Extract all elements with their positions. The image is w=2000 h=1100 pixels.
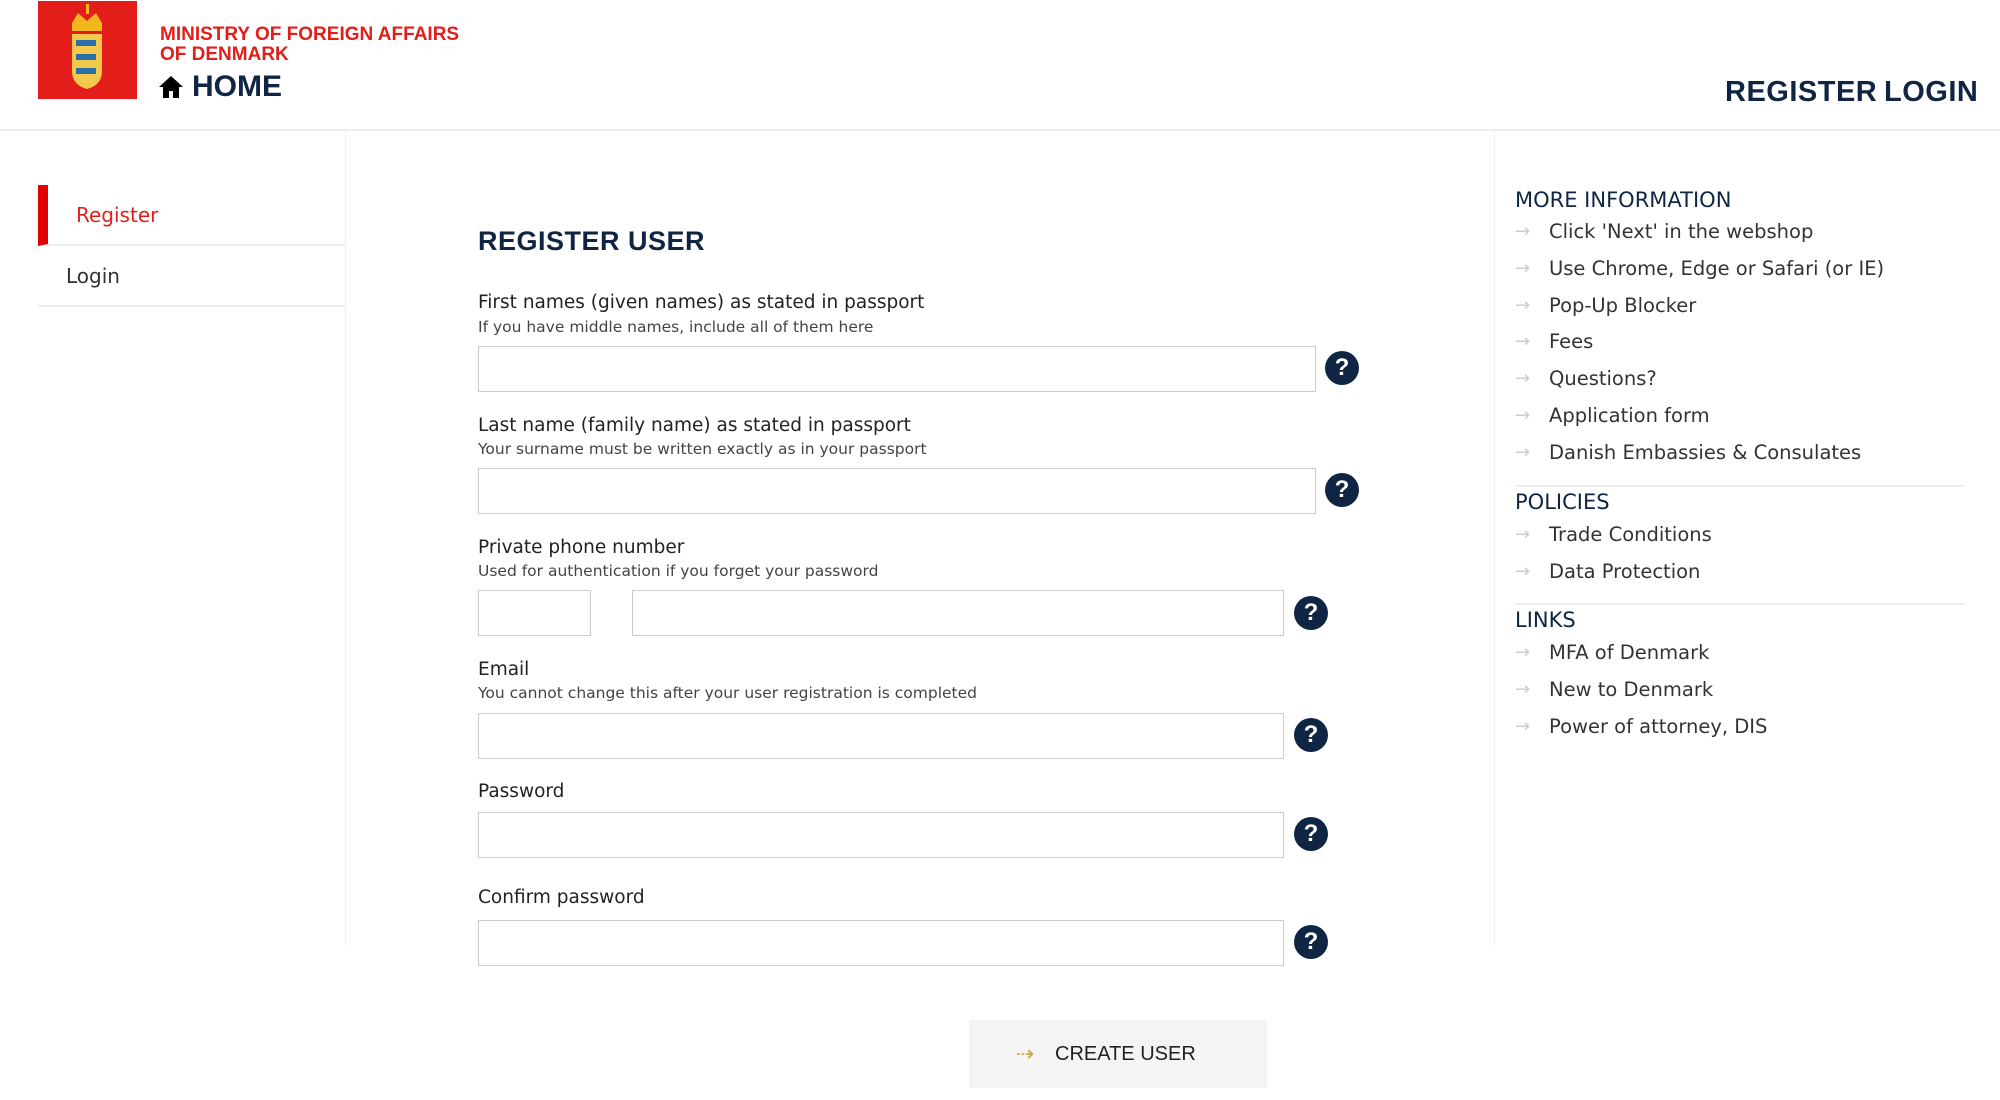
arrow-right-icon: →: [1515, 678, 1531, 700]
info-link-label: Click 'Next' in the webshop: [1549, 220, 1814, 243]
confirm-password-label: Confirm password: [478, 887, 645, 908]
info-link-label: Data Protection: [1549, 559, 1701, 583]
info-link-label: MFA of Denmark: [1549, 641, 1710, 664]
email-label: Email: [478, 659, 530, 680]
sidebar-item-login[interactable]: Login: [38, 246, 345, 307]
create-user-button[interactable]: [969, 1020, 1267, 1088]
last-name-input[interactable]: [478, 468, 1316, 514]
info-link[interactable]: [1515, 523, 1712, 546]
info-link[interactable]: [1515, 560, 1700, 583]
password-input[interactable]: [478, 812, 1284, 858]
info-link[interactable]: [1515, 257, 1884, 280]
policies-heading: POLICIES: [1515, 490, 1610, 514]
home-icon: [158, 75, 184, 99]
org-name-line1: MINISTRY OF FOREIGN AFFAIRS: [160, 24, 460, 45]
help-icon[interactable]: ?: [1325, 473, 1359, 507]
arrow-right-icon: →: [1515, 331, 1531, 353]
info-link[interactable]: [1515, 715, 1767, 738]
help-icon[interactable]: ?: [1294, 596, 1328, 630]
info-link-label: Power of attorney, DIS: [1549, 714, 1768, 738]
info-link[interactable]: [1515, 367, 1657, 390]
info-link-label: Trade Conditions: [1549, 523, 1712, 546]
create-user-label: CREATE USER: [1055, 1042, 1196, 1065]
info-link-label: Danish Embassies & Consulates: [1549, 440, 1862, 464]
arrow-right-icon: ⇢: [1015, 1041, 1035, 1066]
info-link-label: Pop-Up Blocker: [1549, 293, 1697, 317]
phone-number-input[interactable]: [632, 590, 1284, 636]
section-divider: [1515, 485, 1965, 487]
sidebar-item-register[interactable]: Register: [38, 185, 345, 246]
links-heading: LINKS: [1515, 608, 1576, 632]
left-divider: [345, 131, 346, 945]
info-link[interactable]: [1515, 678, 1713, 701]
info-link[interactable]: [1515, 404, 1710, 427]
more-info-heading: MORE INFORMATION: [1515, 188, 1732, 212]
last-name-hint: Your surname must be written exactly as in your passport: [478, 440, 927, 458]
email-hint: You cannot change this after your user registration is completed: [478, 684, 977, 702]
first-names-label: First names (given names) as stated in passport: [478, 292, 925, 313]
home-label: HOME: [192, 70, 282, 103]
first-names-input[interactable]: [478, 346, 1316, 392]
phone-hint: Used for authentication if you forget your password: [478, 562, 879, 580]
arrow-right-icon: →: [1515, 294, 1531, 316]
last-name-label: Last name (family name) as stated in passport: [478, 415, 911, 436]
info-link[interactable]: [1515, 641, 1709, 664]
arrow-right-icon: →: [1515, 257, 1531, 279]
info-link[interactable]: [1515, 330, 1593, 353]
info-link-label: Application form: [1549, 404, 1710, 427]
info-link[interactable]: [1515, 220, 1813, 243]
phone-country-code-input[interactable]: [478, 590, 591, 636]
org-name-line2: OF DENMARK: [160, 44, 289, 65]
email-input[interactable]: [478, 713, 1284, 759]
info-link-label: Fees: [1549, 330, 1594, 354]
info-link-label: Questions?: [1549, 367, 1657, 391]
first-names-hint: If you have middle names, include all of them here: [478, 318, 874, 336]
arrow-right-icon: →: [1515, 441, 1531, 463]
password-label: Password: [478, 781, 565, 802]
help-icon[interactable]: ?: [1294, 817, 1328, 851]
info-link[interactable]: [1515, 294, 1696, 317]
arrow-right-icon: →: [1515, 368, 1531, 390]
coat-of-arms-icon: [38, 1, 137, 99]
help-icon[interactable]: ?: [1294, 925, 1328, 959]
page-title: REGISTER USER: [478, 226, 706, 256]
arrow-right-icon: →: [1515, 221, 1531, 242]
arrow-right-icon: →: [1515, 642, 1531, 663]
nav-login[interactable]: LOGIN: [1884, 76, 1979, 108]
phone-label: Private phone number: [478, 537, 685, 558]
help-icon[interactable]: ?: [1325, 351, 1359, 385]
arrow-right-icon: →: [1515, 560, 1531, 582]
arrow-right-icon: →: [1515, 715, 1531, 737]
nav-register[interactable]: REGISTER: [1725, 76, 1878, 108]
info-link-label: New to Denmark: [1549, 677, 1714, 701]
right-divider: [1494, 131, 1495, 945]
arrow-right-icon: →: [1515, 524, 1531, 545]
info-link-label: Use Chrome, Edge or Safari (or IE): [1549, 256, 1885, 280]
arrow-right-icon: →: [1515, 405, 1531, 426]
confirm-password-input[interactable]: [478, 920, 1284, 966]
section-divider: [1515, 603, 1965, 605]
header-divider: [0, 129, 2000, 131]
help-icon[interactable]: ?: [1294, 718, 1328, 752]
ministry-logo[interactable]: [38, 1, 137, 99]
info-link[interactable]: [1515, 441, 1861, 464]
home-link[interactable]: [158, 70, 282, 104]
